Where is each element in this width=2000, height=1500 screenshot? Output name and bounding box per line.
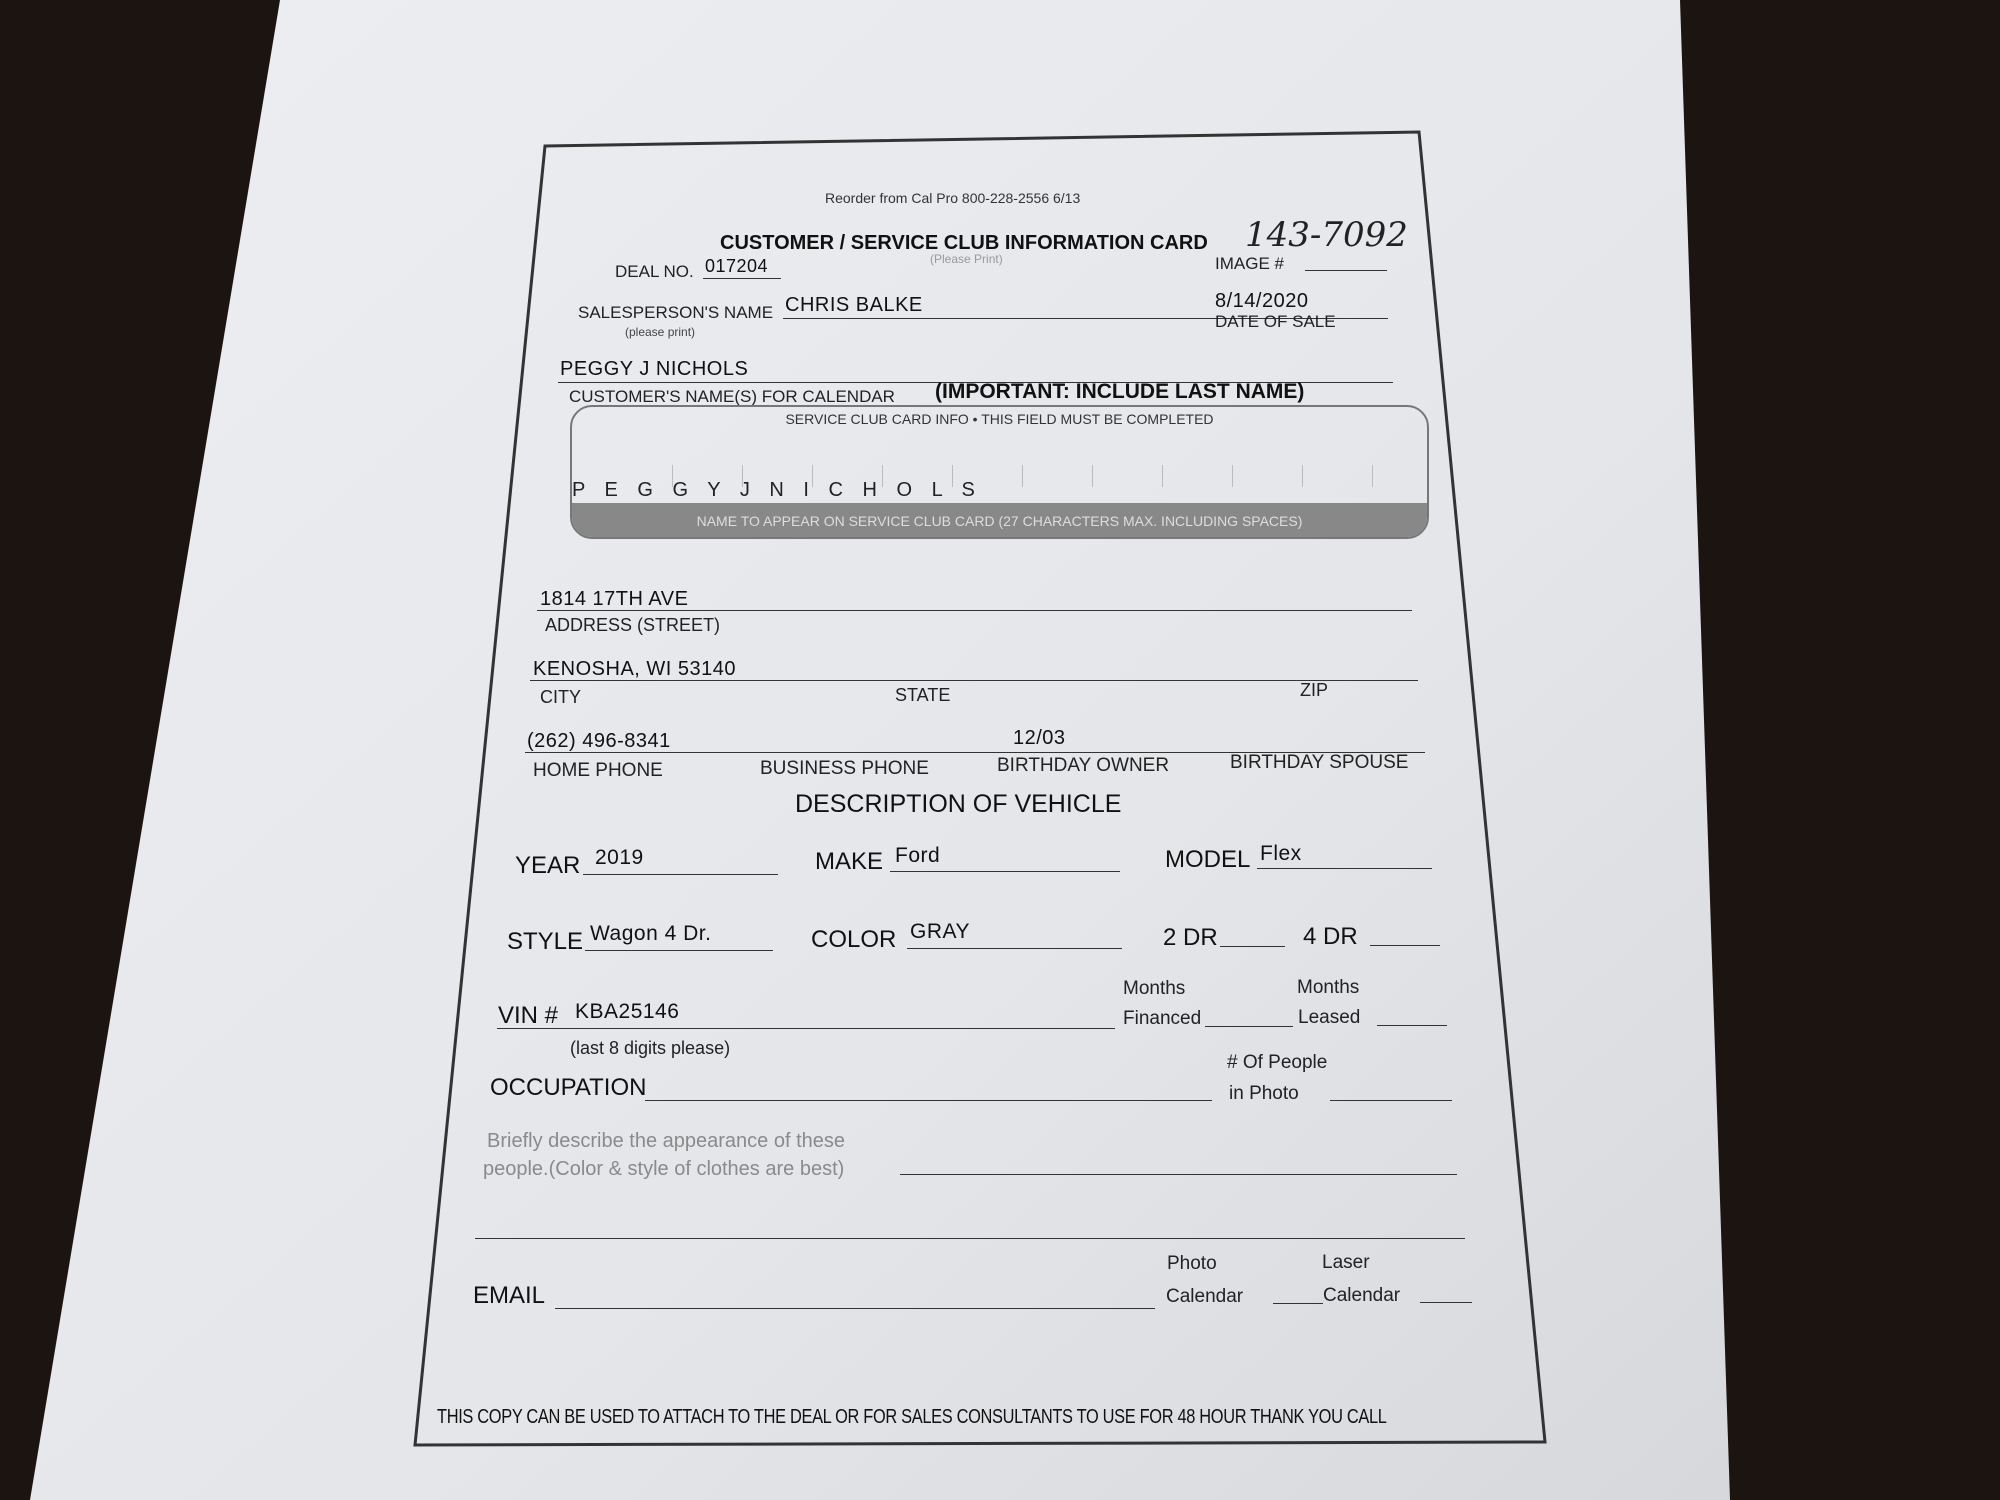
months-leased-label-top: Months	[1297, 977, 1360, 998]
home-phone-label: HOME PHONE	[533, 760, 663, 781]
handwritten-number: 143-7092	[1245, 215, 1408, 255]
laser-calendar-label: Calendar	[1323, 1285, 1401, 1306]
service-card-footer: NAME TO APPEAR ON SERVICE CLUB CARD (27 CHARACTERS MAX. INCLUDING SPACES)	[696, 513, 1303, 529]
service-club-card-box	[570, 405, 1429, 539]
image-label: IMAGE #	[1215, 254, 1284, 273]
birthday-owner-label: BIRTHDAY OWNER	[997, 755, 1170, 776]
city-value: KENOSHA, WI 53140	[533, 658, 737, 680]
describe-line-2: people.(Color & style of clothes are best)	[483, 1158, 845, 1180]
laser-label: Laser	[1322, 1252, 1370, 1273]
style-value: Wagon 4 Dr.	[590, 922, 712, 945]
color-value: GRAY	[910, 920, 970, 943]
service-card-name: P E G G Y J N I C H O L S	[572, 479, 982, 501]
home-phone-value: (262) 496-8341	[527, 730, 671, 752]
information-card	[437, 140, 1420, 1450]
important-note: (IMPORTANT: INCLUDE LAST NAME)	[935, 380, 1305, 403]
deal-no-label: DEAL NO.	[615, 262, 694, 281]
email-label: EMAIL	[473, 1282, 546, 1309]
vin-value: KBA25146	[575, 1000, 680, 1023]
four-door-label: 4 DR	[1303, 923, 1358, 950]
people-label-1: # Of People	[1227, 1052, 1328, 1073]
customer-name-label: CUSTOMER'S NAME(S) FOR CALENDAR	[569, 387, 895, 406]
year-label: YEAR	[515, 852, 581, 879]
service-card-title: SERVICE CLUB CARD INFO • THIS FIELD MUST BE COMPLETED	[785, 411, 1214, 427]
photo-label: Photo	[1167, 1253, 1217, 1274]
year-value: 2019	[595, 846, 644, 869]
form-title: CUSTOMER / SERVICE CLUB INFORMATION CARD	[720, 232, 1208, 254]
city-label: CITY	[540, 687, 582, 707]
please-print-note: (Please Print)	[930, 252, 1003, 266]
reorder-text: Reorder from Cal Pro 800-228-2556 6/13	[825, 190, 1081, 206]
make-value: Ford	[895, 844, 941, 867]
vin-label: VIN #	[498, 1002, 559, 1029]
months-financed-label-top: Months	[1123, 978, 1186, 999]
salesperson-value: CHRIS BALKE	[785, 294, 923, 316]
style-label: STYLE	[507, 928, 584, 955]
describe-line-1: Briefly describe the appearance of these	[487, 1130, 845, 1152]
vehicle-heading: DESCRIPTION OF VEHICLE	[795, 790, 1122, 818]
birthday-spouse-label: BIRTHDAY SPOUSE	[1230, 752, 1409, 773]
financed-label: Financed	[1123, 1008, 1202, 1029]
address-value: 1814 17TH AVE	[540, 588, 689, 610]
birthday-owner-value: 12/03	[1013, 727, 1066, 749]
make-label: MAKE	[815, 848, 884, 875]
zip-label: ZIP	[1300, 680, 1329, 700]
date-of-sale-label: DATE OF SALE	[1215, 312, 1336, 331]
state-label: STATE	[895, 685, 951, 705]
two-door-label: 2 DR	[1163, 924, 1218, 951]
business-phone-label: BUSINESS PHONE	[760, 758, 929, 779]
deal-no-value: 017204	[705, 256, 769, 276]
date-of-sale-value: 8/14/2020	[1215, 290, 1309, 312]
salesperson-label: SALESPERSON'S NAME	[578, 303, 774, 322]
footer-note: THIS COPY CAN BE USED TO ATTACH TO THE DEAL OR FOR SALES CONSULTANTS TO USE FOR 48 HOUR THANK YOU CALL	[437, 1406, 1387, 1428]
photo-calendar-label: Calendar	[1166, 1286, 1244, 1307]
vin-sub-label: (last 8 digits please)	[570, 1038, 731, 1058]
model-label: MODEL	[1165, 846, 1251, 873]
salesperson-sub: (please print)	[625, 325, 696, 339]
color-label: COLOR	[811, 926, 897, 953]
occupation-label: OCCUPATION	[490, 1074, 647, 1101]
model-value: Flex	[1260, 842, 1302, 865]
customer-name-value: PEGGY J NICHOLS	[560, 358, 749, 380]
leased-label: Leased	[1298, 1007, 1361, 1028]
people-label-2: in Photo	[1229, 1083, 1299, 1104]
address-label: ADDRESS (STREET)	[545, 615, 721, 635]
